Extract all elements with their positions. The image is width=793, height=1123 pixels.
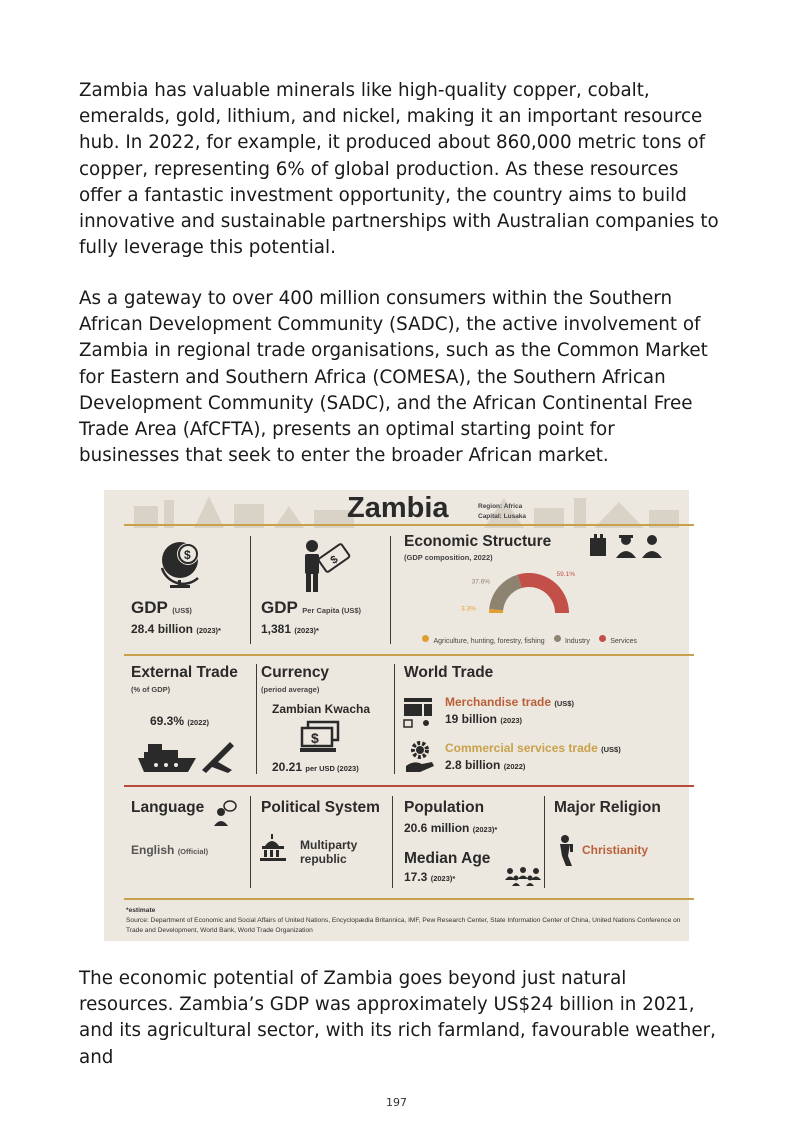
people-group-icon [504, 866, 542, 886]
praying-person-icon [556, 834, 576, 868]
legend-agriculture: Agriculture, hunting, forestry, fishing [422, 630, 545, 647]
workers-icon [586, 532, 666, 562]
row1-divider [124, 654, 694, 656]
speaker-icon [212, 800, 238, 826]
divider [390, 536, 391, 644]
divider [256, 664, 257, 774]
industry-swatch [554, 635, 561, 642]
divider [250, 536, 251, 644]
currency-subtitle: (period average) [261, 685, 320, 694]
title-divider [124, 524, 694, 526]
divider [394, 664, 395, 774]
slice-label: 59.1% [556, 571, 575, 579]
currency-title: Currency [261, 664, 330, 681]
merchandise-trade-value: 19 billion (2023) [445, 712, 523, 726]
gear-hand-icon [404, 740, 436, 774]
banknote-icon [298, 720, 342, 754]
svg-text:$: $ [328, 553, 341, 567]
slice-industry [489, 575, 521, 611]
capitol-building-icon [259, 834, 287, 862]
page-number: 197 [386, 1096, 407, 1109]
gdp-per-capita-label: GDP Per Capita (US$) [261, 598, 362, 617]
infographic-title: Zambia [347, 492, 449, 524]
divider [250, 796, 251, 888]
source-note: Source: Department of Economic and Social Affairs of United Nations, Encyclopædia Britannica, IMF, Pew Research Center, State Information Center of China, United Nations Conference on Trade and Development, World Bank, World Trade Organization [126, 917, 681, 934]
economic-structure-title: Economic Structure [404, 533, 552, 550]
divider [544, 796, 545, 888]
svg-text:$: $ [184, 548, 191, 562]
paragraph-trade-gateway: As a gateway to over 400 million consumers within the Southern African Development Community (SADC), the active involvement of Zambia in regional trade organisations, such as the Common Market for Eastern and Southern Africa (COMESA), the Southern African Development Community (SADC), and the African Continental Free Trade Area (AfCFTA), presents an optimal starting point for businesses that seek to enter the broader African market. [79, 288, 708, 467]
slice-label: 37.6% [471, 578, 491, 586]
services-swatch [599, 635, 606, 642]
population-title: Population [404, 799, 485, 816]
external-trade-value: 69.3% (2022) [150, 714, 210, 728]
paragraph-economic-potential: The economic potential of Zambia goes beyond just natural resources. Zambia’s GDP was approximately US$24 billion in 2021, and its agricultural sector, with its rich farmland, favourable weather, and [79, 968, 716, 1068]
capital-label: Capital: Lusaka [478, 513, 527, 520]
store-icon [402, 696, 436, 728]
globe-dollar-icon [158, 538, 208, 590]
estimate-note: *estimate [126, 907, 156, 914]
slice-label: 3.3% [461, 605, 476, 613]
external-trade-subtitle: (% of GDP) [131, 685, 171, 694]
gdp-composition-chart [461, 565, 584, 617]
currency-name: Zambian Kwacha [272, 702, 371, 716]
ship-plane-icon [138, 740, 238, 776]
svg-text:$: $ [311, 730, 319, 746]
language-value: English (Official) [131, 843, 209, 857]
world-trade-title: World Trade [404, 664, 494, 681]
median-age-title: Median Age [404, 850, 491, 867]
divider [392, 796, 393, 888]
merchandise-trade-label: Merchandise trade (US$) [445, 695, 574, 709]
commercial-services-value: 2.8 billion (2022) [445, 758, 526, 772]
legend-services: Services [599, 630, 637, 647]
median-age-value: 17.3 (2023)* [404, 870, 456, 884]
major-religion-title: Major Religion [554, 799, 661, 816]
agriculture-swatch [422, 635, 429, 642]
slice-services [518, 573, 569, 613]
money-person-icon [300, 538, 352, 594]
population-value: 20.6 million (2023)* [404, 821, 498, 835]
political-system-value-line2: republic [300, 852, 347, 866]
currency-value: 20.21 per USD (2023) [272, 760, 359, 774]
gdp-value: 28.4 billion (2023)* [131, 622, 221, 636]
gdp-per-capita-value: 1,381 (2023)* [261, 622, 319, 636]
political-system-title: Political System [261, 799, 380, 816]
zambia-infographic [104, 490, 689, 941]
row3-divider [124, 898, 694, 900]
major-religion-value: Christianity [582, 843, 649, 857]
commercial-services-label: Commercial services trade (US$) [445, 741, 621, 755]
legend-industry: Industry [554, 630, 590, 647]
region-label: Region: Africa [478, 503, 523, 510]
row2-divider [124, 785, 694, 787]
gdp-label: GDP (US$) [131, 598, 192, 617]
paragraph-minerals: Zambia has valuable minerals like high-quality copper, cobalt, emeralds, gold, lithium, and nickel, making it an important resource hub. In 2022, for example, it produced about 860,000 metric tons of copper, representing 6% of global production. As these resources offer a fantastic investment opportunity, the country aims to build innovative and sustainable partnerships with Australian companies to fully leverage this potential. [79, 80, 719, 259]
economic-structure-subtitle: (GDP composition, 2022) [404, 553, 493, 562]
political-system-value-line1: Multiparty [300, 838, 358, 852]
gdp-composition-legend [422, 630, 637, 648]
external-trade-title: External Trade [131, 664, 238, 681]
language-title: Language [131, 799, 205, 816]
